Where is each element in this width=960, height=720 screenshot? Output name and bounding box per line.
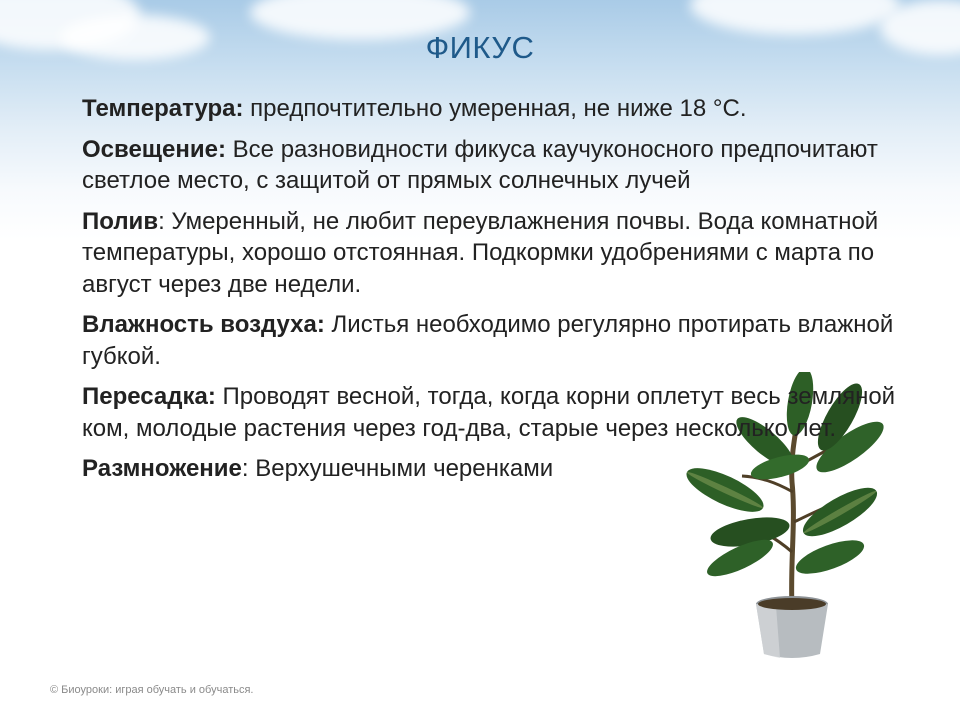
text-temperature: предпочтительно умеренная, не ниже 18 °С. <box>243 95 747 122</box>
text-propagation: : Верхушечными черенками <box>241 455 554 482</box>
label-humidity: Влажность воздуха: <box>82 311 325 338</box>
text-humidity: Листья необходимо регулярно протирать влажной губкой. <box>82 311 894 370</box>
paragraph-watering <box>82 206 948 301</box>
label-temperature: Температура: <box>82 95 244 122</box>
text-transplanting: Проводят весной, тогда, когда корни оплетут весь земляной ком, молодые растения через год-два, старые через несколько лет. <box>82 383 896 442</box>
label-lighting: Освещение: <box>82 135 226 163</box>
slide-title: ФИКУС <box>425 30 535 65</box>
paragraph-transplanting <box>82 381 948 444</box>
footer-copyright: © Биоуроки: играя обучать и обучаться. <box>50 684 254 696</box>
paragraph-lighting <box>82 134 948 197</box>
label-propagation: Размножение <box>82 455 242 482</box>
label-watering: Полив <box>82 207 159 235</box>
slide-content <box>82 93 948 494</box>
paragraph-propagation <box>82 453 948 485</box>
paragraph-humidity <box>82 309 948 372</box>
text-lighting: Все разновидности фикуса каучуконосного предпочитают светлое место, с защитой от прямых солнечных лучей <box>82 135 878 194</box>
text-watering: : Умеренный, не любит переувлажнения почвы. Вода комнатной температуры, хорошо отстоянная. Подкормки удобрениями с марта по август через две недели. <box>82 207 879 298</box>
label-transplanting: Пересадка: <box>82 383 216 410</box>
paragraph-temperature <box>82 93 948 125</box>
